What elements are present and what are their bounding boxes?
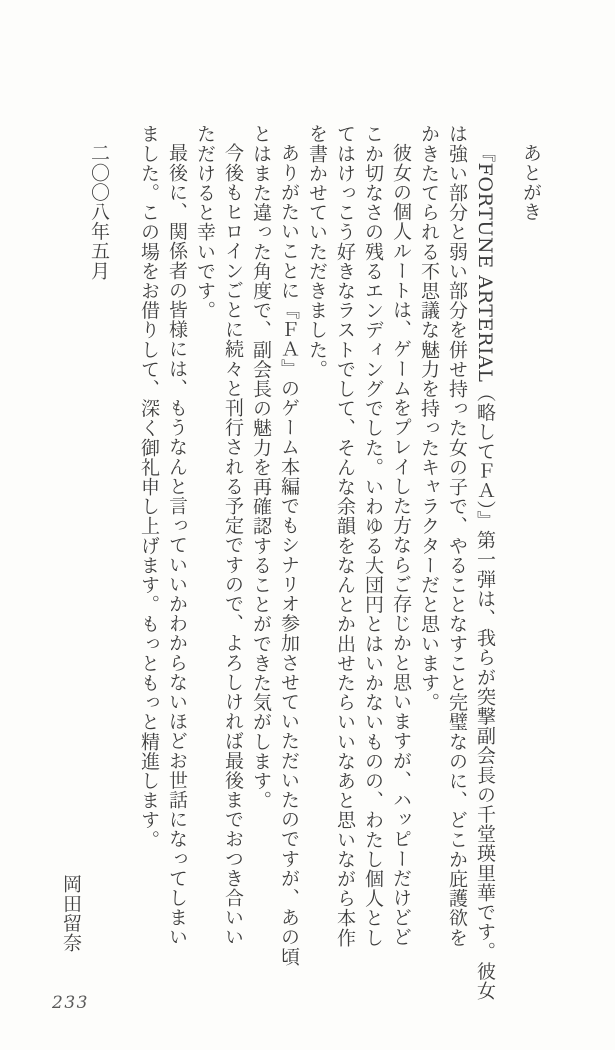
- text-line: 最後に、関係者の皆様には、もうなんと言っていいかわからないほどお世話になってしまい: [166, 143, 188, 947]
- text-line: を書かせていただきました。: [306, 124, 328, 379]
- text-line: 彼女の個人ルートは、ゲームをプレイした方ならご存じかと思いますが、ハッピーだけどど: [390, 143, 412, 947]
- text-line: とはまた違った角度で、副会長の魅力を再確認することができた気がします。: [250, 124, 272, 810]
- text-line: こか切なさの残るエンディングでした。いわゆる大団円とはいかないものの、わたし個人とし: [362, 124, 384, 948]
- author-signature: 岡田留奈: [60, 873, 82, 952]
- page-number: 233: [52, 993, 89, 1013]
- text-line: かきたてられる不思議な魅力を持ったキャラクターだと思います。: [418, 124, 440, 712]
- text-line: 『FORTUNE ARTERIAL（略してＦＡ）』第一弾は、我らが突撃副会長の千堂瑛里華です。彼女: [474, 143, 496, 1001]
- text-line: てはけっこう好きなラストでして、そんな余韻をなんとか出せたらいいなあと思いながら本作: [334, 124, 356, 948]
- afterword-text-block: [57, 124, 545, 1001]
- afterword-heading: あとがき: [520, 143, 542, 222]
- date-line: 二〇〇八年五月: [88, 143, 110, 281]
- text-line: ありがたいことに『ＦＡ』のゲーム本編でもシナリオ参加させていただいたのですが、あの頃: [278, 143, 300, 967]
- text-line: 今後もヒロインごとに続々と刊行される予定ですので、よろしければ最後までおつき合いい: [222, 143, 244, 947]
- text-line: は強い部分と弱い部分を併せ持った女の子で、やることなすこと完璧なのに、どこか庇護欲を: [446, 124, 468, 948]
- text-line: ただけると幸いです。: [194, 124, 216, 320]
- text-line: ました。この場をお借りして、深く御礼申し上げます。もっともっと精進します。: [138, 124, 160, 850]
